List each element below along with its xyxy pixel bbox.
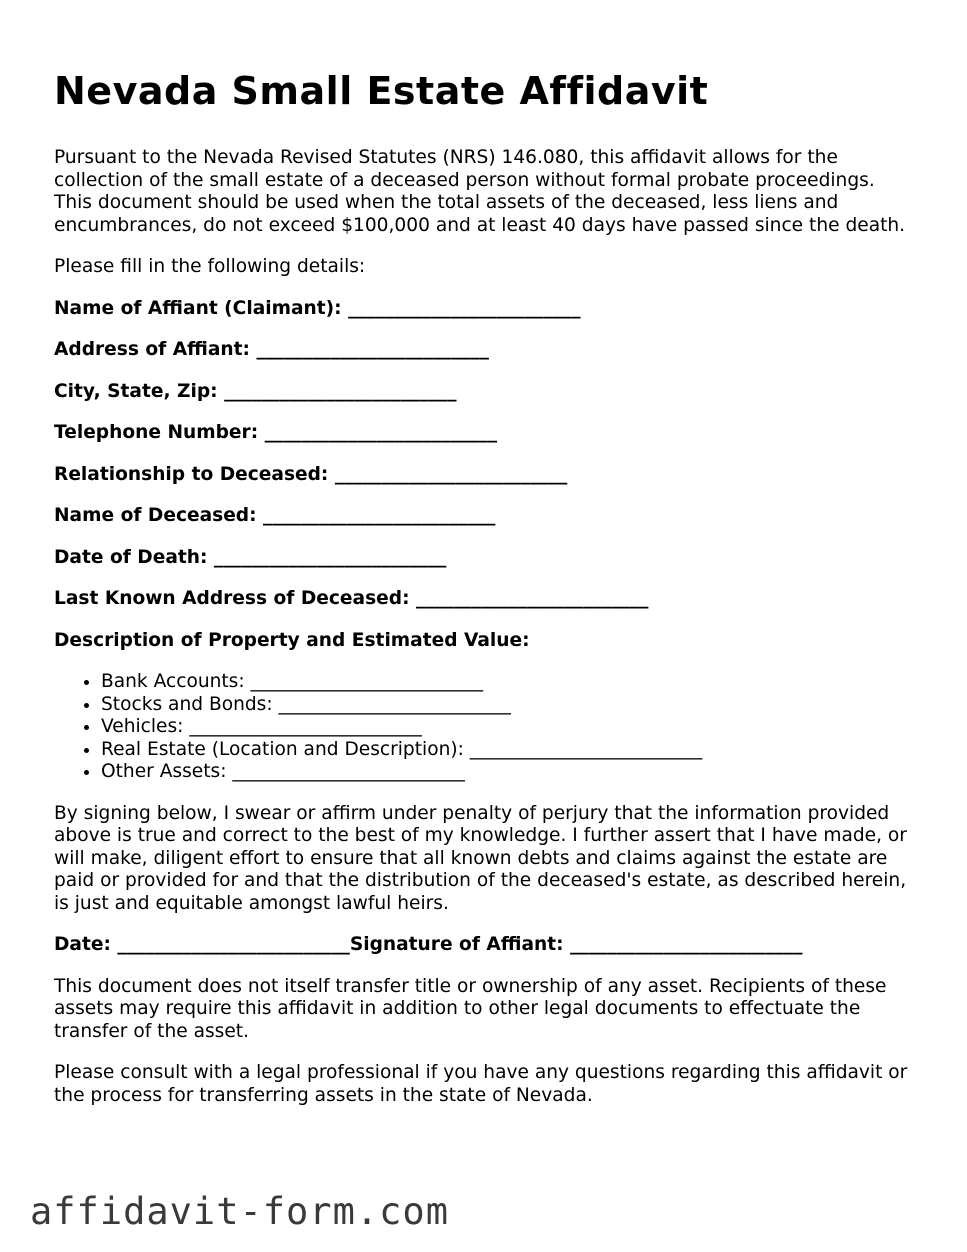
signature-line	[54, 934, 914, 957]
field-city-state-zip	[54, 381, 914, 404]
list-item-label: Bank Accounts:	[101, 671, 251, 692]
date-label: Date:	[54, 934, 118, 955]
field-telephone	[54, 422, 914, 445]
intro-paragraph: Pursuant to the Nevada Revised Statutes (NRS) 146.080, this affidavit allows for the collection of the small estate of a deceased person without formal probate proceedings. This document should be used when the total assets of the deceased, less liens and encumbrances, do not exceed $100,000 and at least 40 days have passed since the death.	[54, 147, 906, 236]
field-label: Name of Deceased:	[54, 505, 264, 526]
field-affiant-name	[54, 298, 914, 321]
field-deceased-name	[54, 505, 914, 528]
field-date-of-death	[54, 547, 914, 570]
field-label: Relationship to Deceased:	[54, 463, 335, 485]
list-item-label: Other Assets:	[101, 761, 233, 782]
list-item-label: Stocks and Bonds:	[101, 693, 279, 715]
date-blank-line: _________________________	[117, 934, 350, 955]
field-blank-line: _________________________	[334, 463, 568, 485]
oath-paragraph: By signing below, I swear or affirm under penalty of perjury that the information provided above is true and correct to the best of my knowledge. I further assert that I have made, or will make, diligent effort to ensure that all known debts and claims against the estate are paid or provided for and that the distribution of the deceased's estate, as described herein, is just and equitable amongst lawful heirs.	[54, 802, 907, 914]
field-label: City, State, Zip:	[54, 380, 225, 402]
fill-instruction: Please fill in the following details:	[54, 256, 366, 277]
field-label: Name of Affiant (Claimant):	[54, 297, 349, 319]
field-blank-line: _________________________	[232, 761, 465, 782]
field-blank-line: _________________________	[469, 738, 703, 760]
site-watermark: affidavit-form.com	[30, 1190, 449, 1233]
field-label: Address of Affiant:	[54, 339, 257, 360]
list-item-label: Real Estate (Location and Description):	[101, 738, 470, 760]
document-title: Nevada Small Estate Affidavit	[54, 69, 709, 113]
field-label: Date of Death:	[54, 546, 214, 568]
field-label: Telephone Number:	[54, 422, 265, 443]
field-blank-line: _________________________	[224, 380, 457, 402]
field-blank-line: _________________________	[263, 505, 496, 526]
field-blank-line: _________________________	[213, 546, 447, 568]
field-blank-line: _________________________	[250, 671, 483, 692]
notice-paragraph: This document does not itself transfer title or ownership of any asset. Recipients of these assets may require this affidavit in addition to other legal documents to effectuate the transfer of the asset.	[54, 975, 887, 1042]
list-item-stocks-bonds	[101, 694, 914, 717]
field-deceased-address	[54, 588, 914, 611]
list-item-vehicles	[101, 716, 914, 739]
property-list	[54, 671, 914, 784]
field-blank-line: _________________________	[416, 588, 649, 609]
field-blank-line: _________________________	[278, 693, 511, 715]
field-label: Last Known Address of Deceased:	[54, 588, 416, 609]
field-blank-line: _________________________	[256, 339, 489, 360]
field-blank-line: _________________________	[348, 297, 581, 319]
field-blank-line: _________________________	[189, 716, 422, 737]
signature-blank-line: _________________________	[570, 934, 803, 955]
property-heading: Description of Property and Estimated Value:	[54, 629, 530, 651]
list-item-label: Vehicles:	[101, 716, 190, 737]
field-blank-line: _________________________	[264, 422, 498, 443]
list-item-other-assets	[101, 761, 914, 784]
signature-label: Signature of Affiant:	[349, 934, 571, 955]
field-affiant-address	[54, 339, 914, 362]
list-item-bank-accounts	[101, 671, 914, 694]
affidavit-document	[54, 62, 914, 1126]
field-relationship	[54, 464, 914, 487]
list-item-real-estate	[101, 739, 914, 762]
consult-paragraph: Please consult with a legal professional if you have any questions regarding this affidavit or the process for transferring assets in the state of Nevada.	[54, 1062, 908, 1106]
